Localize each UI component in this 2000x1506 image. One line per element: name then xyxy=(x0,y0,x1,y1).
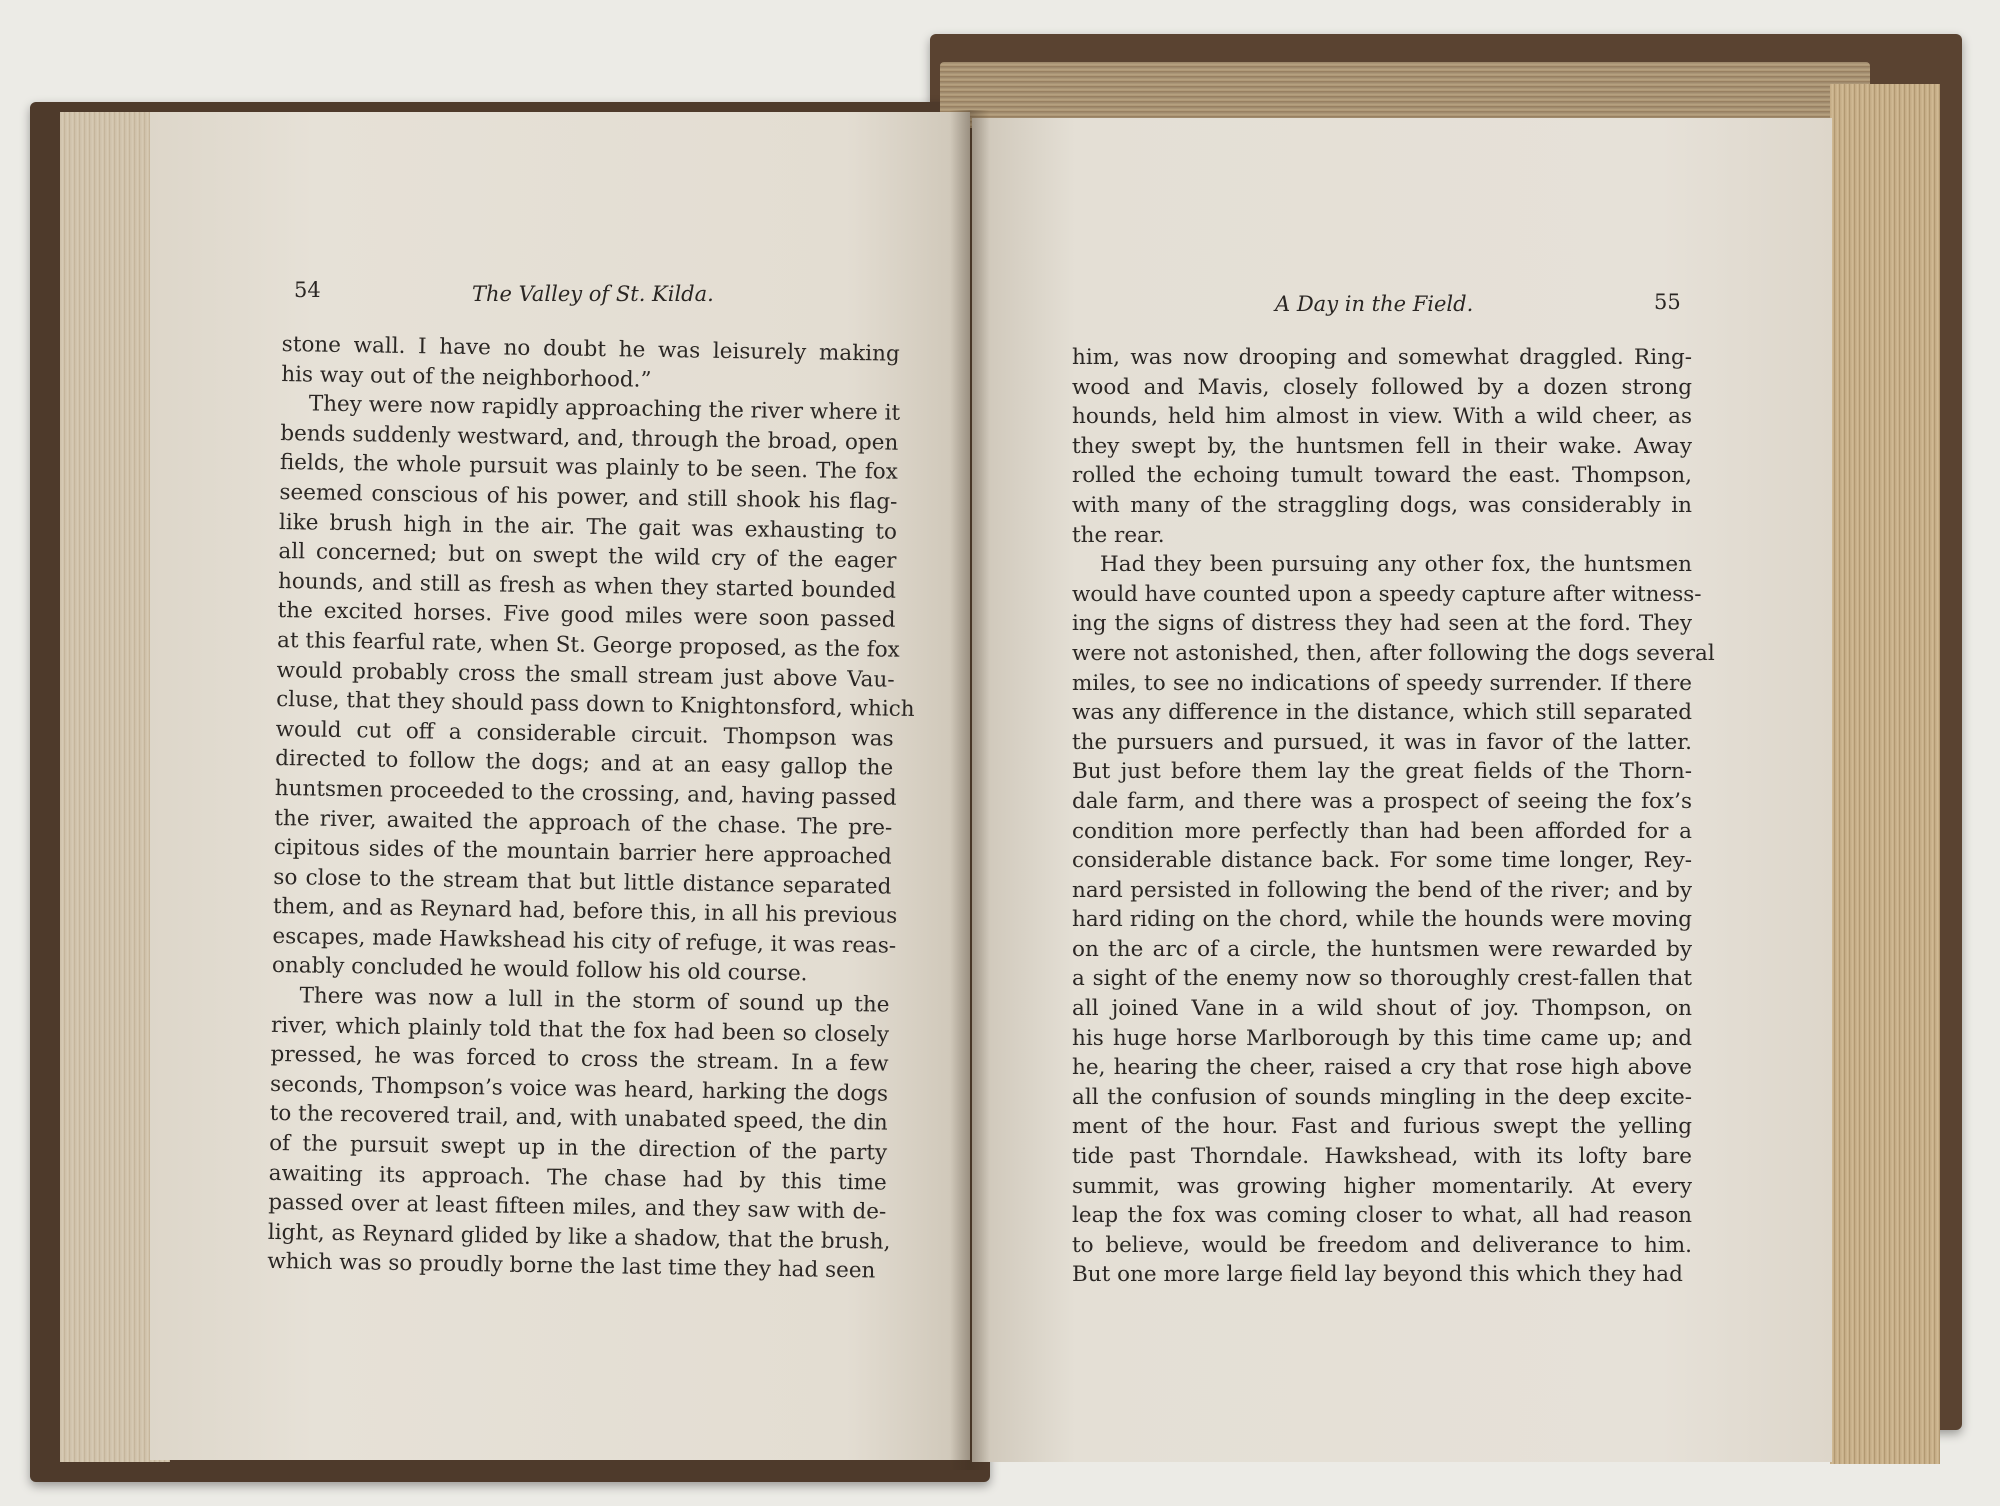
text-line: onably concluded he would follow his old course. xyxy=(271,953,808,987)
text-line: escapes, made Hawkshead his city of refuge, it was reas- xyxy=(272,923,897,959)
text-line: Had they been pursuing any other fox, the huntsmen xyxy=(1100,552,1692,578)
text-line: But just before them lay the great fields of the Thorn- xyxy=(1072,759,1692,785)
text-line: his huge horse Marlborough by this time came up; and xyxy=(1072,1025,1692,1051)
text-line: awaiting its approach. The chase had by this time xyxy=(268,1160,887,1196)
text-line: a sight of the enemy now so thoroughly crest-fallen that xyxy=(1072,966,1692,992)
text-line: tide past Thorndale. Hawkshead, with its lofty bare xyxy=(1072,1144,1692,1170)
text-line: the excited horses. Five good miles were soon passed xyxy=(277,598,896,634)
right-running-head: A Day in the Field. xyxy=(1275,292,1474,316)
text-line: seemed conscious of his power, and still shook his flag- xyxy=(279,479,898,515)
text-line: would cut off a considerable circuit. Thompson was xyxy=(275,716,894,752)
text-line: at this fearful rate, when St. George proposed, as the fox xyxy=(276,627,900,663)
text-line: all concerned; but on swept the wild cry of the eager xyxy=(278,539,897,574)
text-line: would have counted upon a speedy capture after witness- xyxy=(1072,581,1702,607)
text-line: were not astonished, then, after following the dogs several xyxy=(1072,640,1715,666)
text-line: leap the fox was coming closer to what, all had reason xyxy=(1072,1203,1692,1229)
text-line: of the pursuit swept up in the direction of the party xyxy=(269,1130,888,1166)
text-line: rolled the echoing tumult toward the east. Thompson, xyxy=(1072,463,1692,489)
text-line: would probably cross the small stream just above Vau- xyxy=(276,657,895,693)
text-line: like brush high in the air. The gait was exhausting to xyxy=(278,509,898,545)
text-line: nard persisted in following the bend of the river; and by xyxy=(1072,877,1692,903)
text-line: to the recovered trail, and, with unabated speed, the din xyxy=(269,1101,888,1137)
text-line: There was now a lull in the storm of sound up the xyxy=(299,983,890,1018)
text-line: so close to the stream that but little distance separated xyxy=(273,864,892,900)
text-line: miles, to see no indications of speedy surrender. If there xyxy=(1072,670,1692,696)
text-line: wood and Mavis, closely followed by a dozen strong xyxy=(1072,374,1692,400)
text-line: ment of the hour. Fast and furious swept the yelling xyxy=(1072,1114,1692,1140)
text-line: bends suddenly westward, and, through the broad, open xyxy=(280,420,899,456)
text-line: ing the signs of distress they had seen at the ford. They xyxy=(1072,611,1692,637)
text-line: his way out of the neighborhood.” xyxy=(281,361,652,393)
book-gutter xyxy=(950,110,990,1470)
text-line: huntsmen proceeded to the crossing, and, having passed xyxy=(274,775,897,811)
text-line: river, which plainly told that the fox had been so closely xyxy=(270,1012,890,1048)
left-page-body xyxy=(267,330,915,1287)
text-line: stone wall. I have no doubt he was leisurely making xyxy=(281,331,900,367)
text-line: they swept by, the huntsmen fell in their wake. Away xyxy=(1072,433,1692,459)
right-page-number: 55 xyxy=(1654,290,1681,314)
text-line: directed to follow the dogs; and at an easy gallop the xyxy=(275,746,894,781)
text-line: cluse, that they should pass down to Knightonsford, which xyxy=(275,687,915,723)
text-line: was any difference in the distance, which still separated xyxy=(1072,700,1692,726)
text-line: They were now rapidly approaching the river where it xyxy=(308,391,901,426)
text-line: light, as Reynard glided by like a shadow, that the brush, xyxy=(267,1219,891,1255)
text-line: dale farm, and there was a prospect of seeing the fox’s xyxy=(1072,788,1692,814)
text-line: condition more perfectly than had been afforded for a xyxy=(1072,818,1692,844)
text-line: pressed, he was forced to cross the stream. In a few xyxy=(270,1042,889,1077)
text-line: summit, was growing higher momentarily. At every xyxy=(1072,1173,1692,1199)
text-line: considerable distance back. For some time longer, Rey- xyxy=(1072,848,1692,874)
text-line: on the arc of a circle, the huntsmen were rewarded by xyxy=(1072,936,1692,962)
text-line: which was so proudly borne the last time they had seen xyxy=(267,1249,876,1284)
text-line: seconds, Thompson’s voice was heard, harking the dogs xyxy=(269,1071,889,1107)
text-line: with many of the straggling dogs, was considerably in xyxy=(1072,492,1692,518)
text-line: them, and as Reynard had, before this, in all his previous xyxy=(272,894,898,930)
text-line: the rear. xyxy=(1072,522,1165,548)
text-line: he, hearing the cheer, raised a cry that rose high above xyxy=(1072,1055,1692,1081)
text-line: hounds, held him almost in view. With a wild cheer, as xyxy=(1072,404,1692,430)
text-line: the pursuers and pursued, it was in favor of the latter. xyxy=(1072,729,1692,755)
text-line: fields, the whole pursuit was plainly to be seen. The fox xyxy=(279,450,899,486)
text-line: him, was now drooping and somewhat draggled. Ring- xyxy=(1072,345,1692,370)
left-running-head: The Valley of St. Kilda. xyxy=(472,282,714,306)
text-line: the river, awaited the approach of the chase. The pre- xyxy=(274,805,893,841)
right-page-body xyxy=(1072,343,1715,1290)
text-line: But one more large field lay beyond this which they had xyxy=(1072,1262,1683,1288)
text-line: hounds, and still as fresh as when they started bounded xyxy=(277,568,897,604)
text-line: cipitous sides of the mountain barrier here approached xyxy=(273,835,892,870)
text-line: passed over at least fifteen miles, and they saw with de- xyxy=(268,1190,887,1225)
page-edges-right xyxy=(1830,84,1940,1464)
text-line: all joined Vane in a wild shout of joy. Thompson, on xyxy=(1072,996,1692,1022)
text-line: all the confusion of sounds mingling in the deep excite- xyxy=(1072,1084,1692,1110)
text-line: hard riding on the chord, while the hounds were moving xyxy=(1072,907,1692,933)
left-page-number: 54 xyxy=(294,278,321,302)
text-line: to believe, would be freedom and deliverance to him. xyxy=(1072,1232,1692,1258)
